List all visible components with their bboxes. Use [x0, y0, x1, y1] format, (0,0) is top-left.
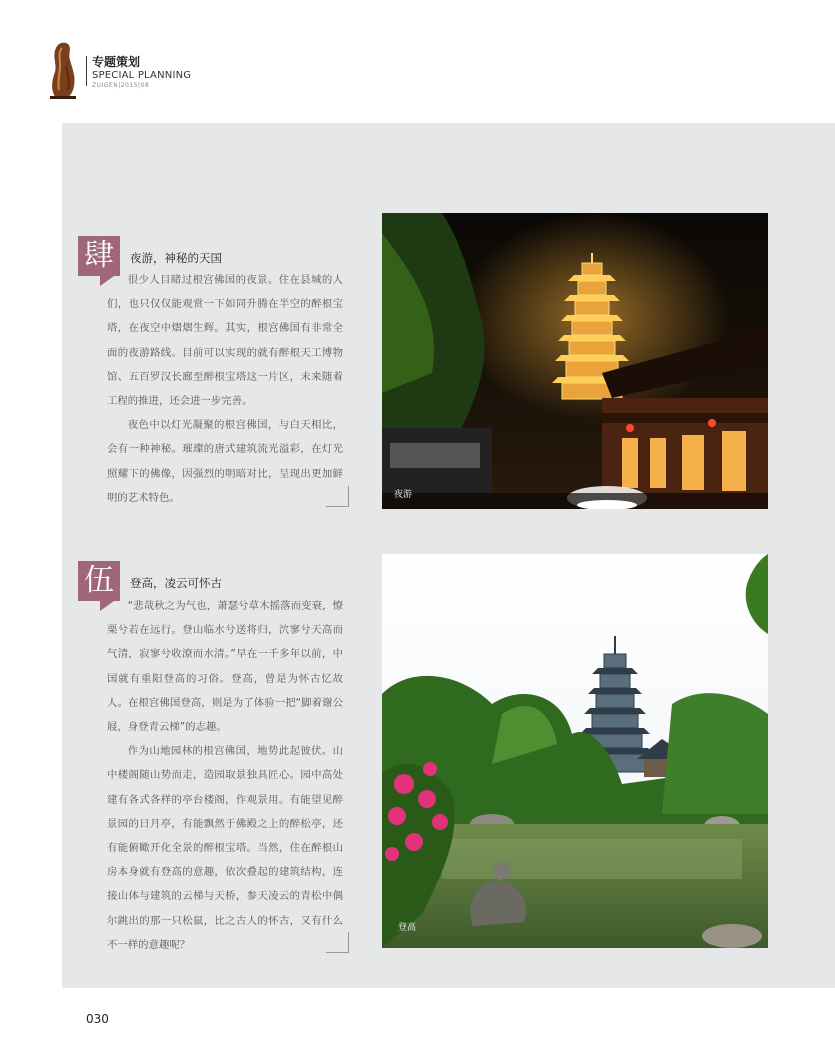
garden-pagoda-photo: [382, 554, 768, 948]
section-body: [107, 594, 343, 957]
paragraph: “悲哉秋之为气也，萧瑟兮草木摇落而变衰，憭栗兮若在远行。登山临水兮送将归，泬寥兮天高而气清，寂寥兮收潦而水清。”早在一千多年以前，中国就有重阳登高的习俗。登高，曾是为怀古忆故人。在根宫佛国登高，则是为了体验一把“脚着谢公屐，身登青云梯”的志趣。: [107, 600, 343, 734]
photo-caption: 登高: [398, 923, 417, 933]
section-title: 登高，凌云可怀古: [130, 576, 222, 590]
root-sculpture-icon: [46, 40, 80, 100]
column-title-en: SPECIAL PLANNING: [92, 70, 192, 81]
corner-mark: [326, 932, 349, 953]
section-number-badge: 伍: [78, 561, 120, 601]
issue-label: ZUIGEN|2015|08: [92, 82, 150, 89]
section-title: 夜游，神秘的天国: [130, 251, 222, 265]
header-divider: [86, 56, 87, 86]
paragraph: 很少人目睹过根宫佛国的夜景。住在县城的人们，也只仅仅能观赏一下如同升腾在半空的醉根宝塔，在夜空中熠熠生辉。其实，根宫佛国有非常全面的夜游路线。目前可以实现的就有醉根天工博物馆、五百罗汉长廊至醉根宝塔这一片区，未来随着工程的推进，还会进一步完善。: [107, 274, 343, 408]
page-number: 030: [86, 1012, 109, 1026]
night-pagoda-photo: [382, 213, 768, 509]
section-body: [107, 268, 343, 510]
photo-caption: 夜游: [394, 490, 413, 500]
section-number-badge: 肆: [78, 236, 120, 276]
paragraph: 夜色中以灯光凝聚的根宫佛国，与白天相比，会有一种神秘。璀璨的唐式建筑流光溢彩，在灯光照耀下的佛像，因强烈的明暗对比，呈现出更加鲜明的艺术特色。: [107, 419, 343, 504]
paragraph: 作为山地园林的根宫佛国，地势此起彼伏。山中楼阁随山势而走，造园取景独具匠心。园中高处建有各式各样的亭台楼阁，作观景用。有能望见醉景园的日月亭，有能飘然于佛殿之上的醉松亭，还有能俯瞰开化全景的醉根宝塔。当然，住在醉根山房本身就有登高的意趣，依次叠起的建筑结构，连接山体与建筑的云梯与天桥，参天凌云的青松中偶尔跳出的那一只松鼠，比之古人的怀古，又有什么不一样的意趣呢？: [107, 745, 343, 951]
column-title: 专题策划: [92, 55, 141, 69]
corner-mark: [326, 486, 349, 507]
